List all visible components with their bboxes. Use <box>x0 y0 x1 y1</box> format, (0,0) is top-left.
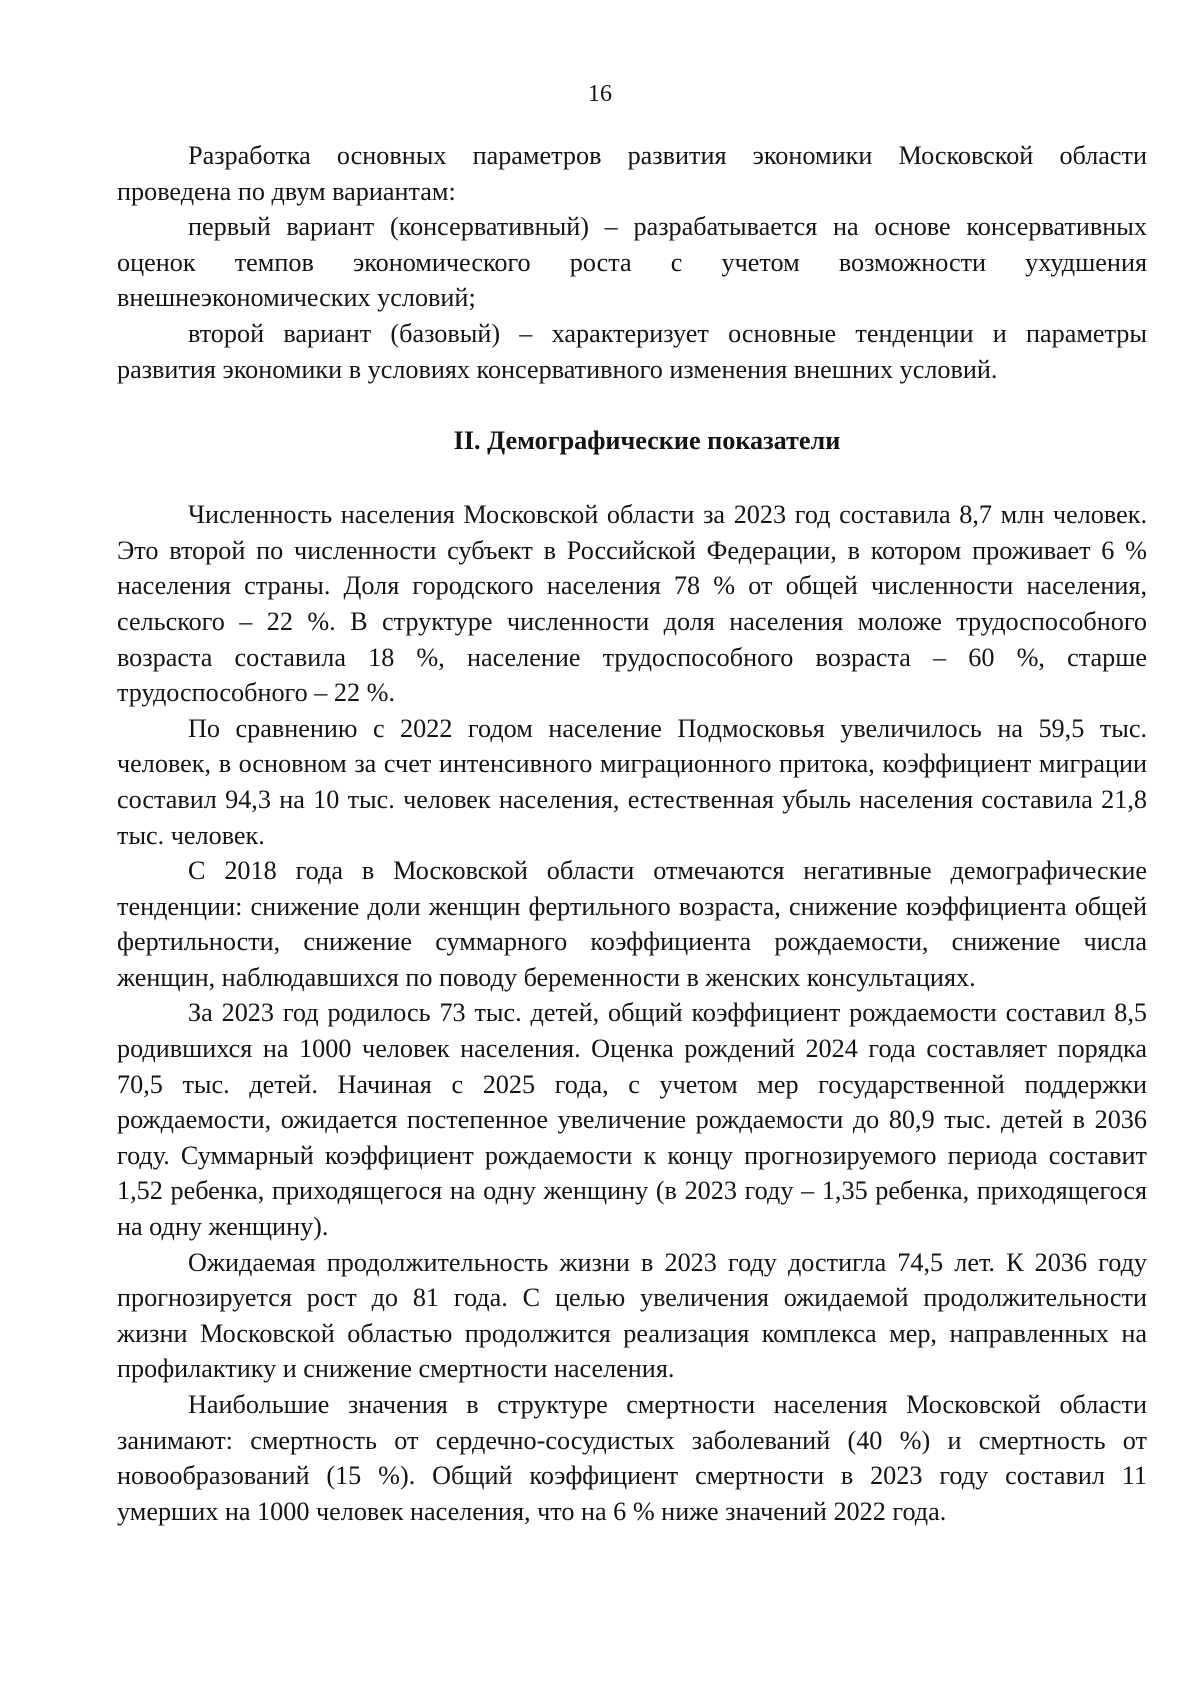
paragraph-variant-base: второй вариант (базовый) – характеризует основные тенденции и параметры развития экономики в условиях консервативного изменения внешних условий. <box>117 318 1147 384</box>
paragraph-life-expectancy: Ожидаемая продолжительность жизни в 2023 году достигла 74,5 лет. К 2036 году прогнозируется рост до 81 года. С целью увеличения ожидаемой продолжительности жизни Московской областью продолжится реализация комплекса мер, направленных на профилактику и снижение смертности населения. <box>117 1247 1147 1384</box>
paragraph-variants-intro: Разработка основных параметров развития экономики Московской области проведена по двум вариантам: <box>117 141 1147 206</box>
page-number: 16 <box>588 81 612 107</box>
paragraph-mortality: Наибольшие значения в структуре смертности населения Московской области занимают: смертность от сердечно-сосудистых заболеваний (40 %) и смертность от новообразований (15 %). Общий коэффициент смертности в 2023 году составил 11 умерших на 1000 человек населения, что на 6 % ниже значений 2022 года. <box>117 1390 1147 1526</box>
paragraph-population: Численность населения Московской области за 2023 год составила 8,7 млн человек. Это второй по численности субъект в Российской Федерации, в котором проживает 6 % населения страны. Доля городского населения 78 % от общей численности населения, сельского – 22 %. В структуре численности доля населения моложе трудоспособного возраста составила 18 %, население трудоспособного возраста – 60 %, старше трудоспособного – 22 %. <box>117 500 1147 708</box>
paragraph-variant-conservative: первый вариант (консервативный) – разрабатывается на основе консервативных оценок темпов экономического роста с учетом возможности ухудшения внешнеэкономических условий; <box>117 212 1147 313</box>
paragraph-negative-trends: С 2018 года в Московской области отмечаются негативные демографические тенденции: снижение доли женщин фертильного возраста, снижение коэффициента общей фертильности, снижение суммарного коэффициента рождаемости, снижение числа женщин, наблюдавшихся по поводу беременности в женских консультациях. <box>117 856 1147 992</box>
paragraph-births: За 2023 год родилось 73 тыс. детей, общий коэффициент рождаемости составил 8,5 родившихся на 1000 человек населения. Оценка рождений 2024 года составляет порядка 70,5 тыс. детей. Начиная с 2025 года, с учетом мер государственной поддержки рождаемости, ожидается постепенное увеличение рождаемости до 80,9 тыс. детей в 2036 году. Суммарный коэффициент рождаемости к концу прогнозируемого периода составит 1,52 ребенка, приходящегося на одну женщину (в 2023 году – 1,35 ребенка, приходящегося на одну женщину). <box>117 998 1147 1242</box>
page-body <box>117 138 1147 1529</box>
section-heading: II. Демографические показатели <box>453 426 841 456</box>
paragraph-population-change: По сравнению с 2022 годом население Подмосковья увеличилось на 59,5 тыс. человек, в основном за счет интенсивного миграционного притока, коэффициент миграции составил 94,3 на 10 тыс. человек населения, естественная убыль населения составила 21,8 тыс. человек. <box>117 713 1147 850</box>
